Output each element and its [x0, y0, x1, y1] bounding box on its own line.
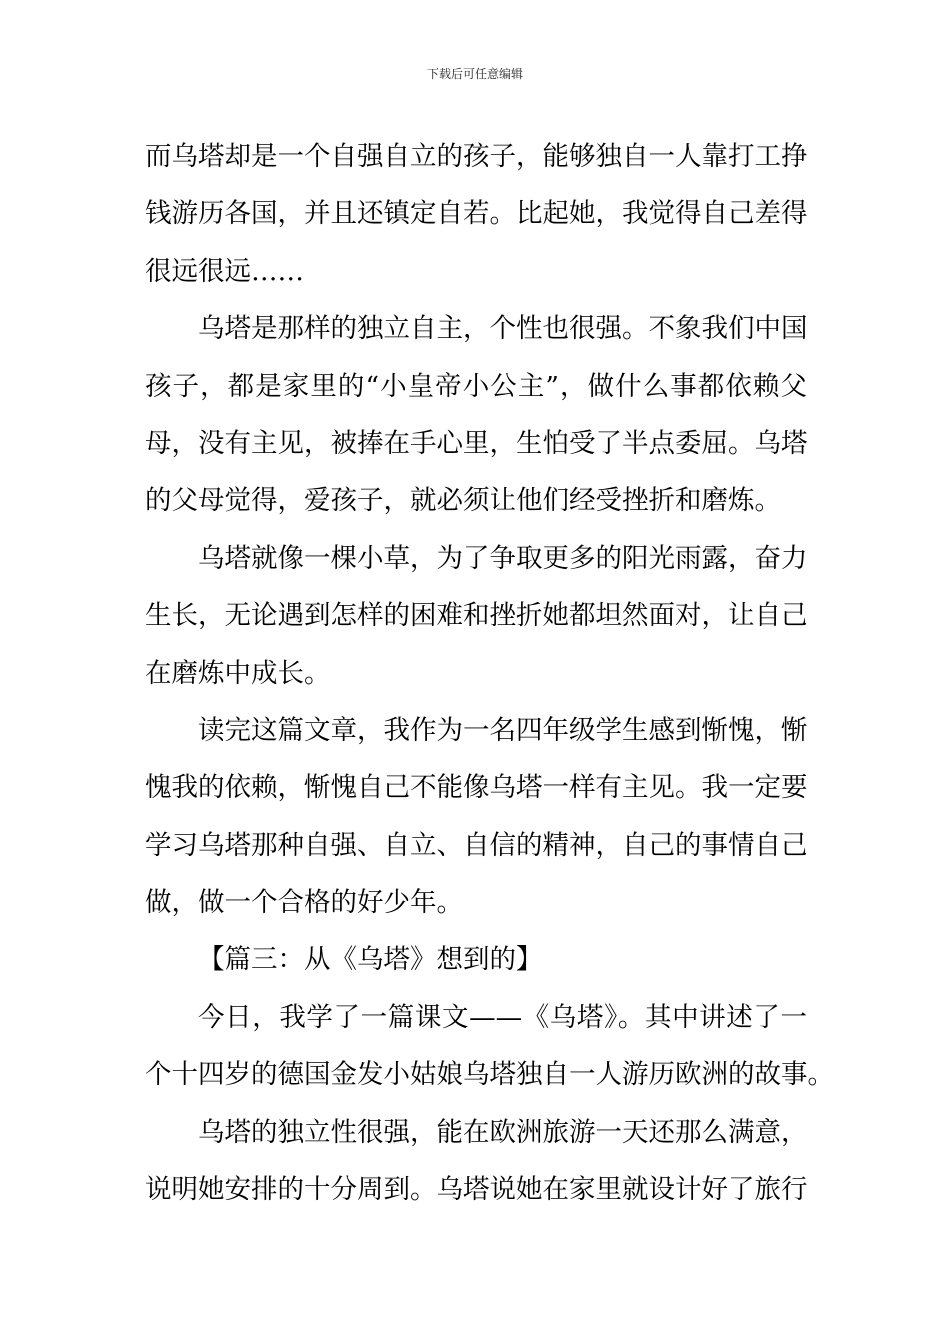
text-line-7: 的父母觉得，爱孩子，就必须让他们经受挫折和磨炼。 [145, 485, 781, 517]
text-line-12: 愧我的依赖，惭愧自己不能像乌塔一样有主见。我一定要 [145, 772, 808, 804]
text-line-9: 生长，无论遇到怎样的困难和挫折她都坦然面对，让自己 [145, 600, 808, 632]
text-line-2: 钱游历各国，并且还镇定自若。比起她，我觉得自己差得 [145, 198, 808, 230]
text-line-4: 乌塔是那样的独立自主，个性也很强。不象我们中国 [198, 313, 808, 345]
text-line-17: 个十四岁的德国金发小姑娘乌塔独自一人游历欧洲的故事。 [145, 1059, 834, 1091]
text-line-10: 在磨炼中成长。 [145, 657, 331, 689]
text-line-14: 做，做一个合格的好少年。 [145, 887, 463, 919]
text-line-3: 很远很远…… [145, 255, 304, 287]
text-line-18: 乌塔的独立性很强，能在欧洲旅游一天还那么满意， [198, 1116, 808, 1148]
text-line-5: 孩子，都是家里的“小皇帝小公主”，做什么事都依赖父 [145, 370, 807, 402]
text-line-13: 学习乌塔那种自强、自立、自信的精神，自己的事情自己 [145, 829, 808, 861]
section-heading: 【篇三：从《乌塔》想到的】 [198, 944, 543, 976]
text-line-6: 母，没有主见，被捧在手心里，生怕受了半点委屈。乌塔 [145, 427, 808, 459]
text-line-11: 读完这篇文章，我作为一名四年级学生感到惭愧，惭 [198, 714, 808, 746]
text-line-19: 说明她安排的十分周到。乌塔说她在家里就设计好了旅行 [145, 1174, 808, 1206]
page-header: 下载后可任意编辑 [426, 67, 523, 81]
text-line-1: 而乌塔却是一个自强自立的孩子，能够独自一人靠打工挣 [145, 141, 808, 172]
text-line-8: 乌塔就像一棵小草，为了争取更多的阳光雨露，奋力 [198, 542, 808, 574]
text-line-16: 今日，我学了一篇课文——《乌塔》。其中讲述了一 [198, 1001, 807, 1033]
document-body [145, 128, 834, 1218]
